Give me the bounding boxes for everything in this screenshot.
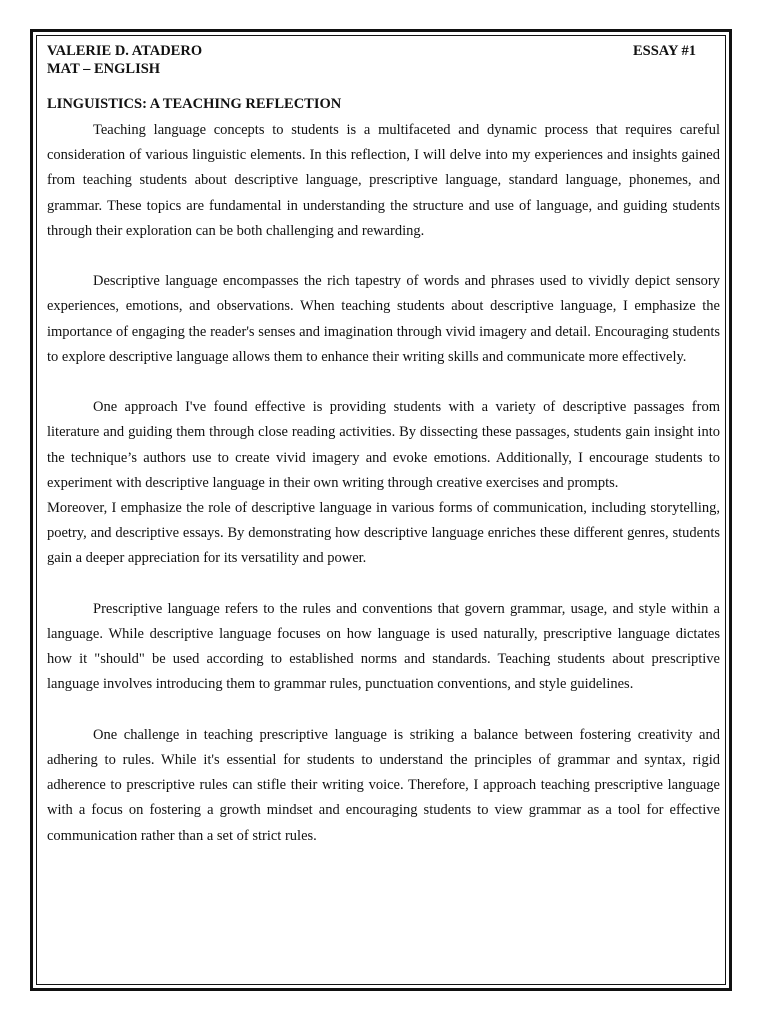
paragraph-prescriptive-language: Prescriptive language refers to the rules and conventions that govern grammar, usage, and style within a language. While descriptive language focuses on how language is used naturally, prescriptive language dictates how it "should" be used according to established norms and standards. Teaching students about prescriptive language involves introducing them to grammar rules, punctuation conventions, and style guidelines. (47, 600, 720, 693)
essay-title: LINGUISTICS: A TEACHING REFLECTION (47, 96, 342, 112)
paragraph-gap (47, 244, 720, 269)
paragraph-prescriptive-challenge: One challenge in teaching prescriptive language is striking a balance between fostering creativity and adhering to rules. While it's essential for students to understand the principles of grammar and syntax, rigid adherence to prescriptive rules can stifle their writing voice. Therefore, I approach teaching prescriptive language with a focus on fostering a growth mindset and encouraging students to view grammar as a tool for effective communication rather than a set of strict rules. (47, 726, 720, 844)
paragraph-introduction: Teaching language concepts to students is a multifaceted and dynamic process that requires careful consideration of various linguistic elements. In this reflection, I will delve into my experiences and insights gained from teaching students about descriptive language, prescriptive language, standard language, phonemes, and grammar. These topics are fundamental in understanding the structure and use of language, and guiding students through their exploration can be both challenging and rewarding. (47, 122, 720, 239)
paragraph-descriptive-communication: Moreover, I emphasize the role of descriptive language in various forms of communication, including storytelling, poetry, and descriptive essays. By demonstrating how descriptive language enriches these different genres, students gain a deeper appreciation for its versatility and power. (47, 500, 720, 567)
document-page (47, 42, 720, 849)
program-name: MAT – ENGLISH (47, 61, 161, 77)
paragraph-gap (47, 698, 720, 723)
essay-number: ESSAY #1 (633, 43, 696, 59)
paragraph-gap (47, 370, 720, 395)
header-row (47, 42, 720, 60)
paragraph-descriptive-approach: One approach I've found effective is providing students with a variety of descriptive passages from literature and guiding them through close reading activities. By dissecting these passages, students gain insight into the technique’s authors use to create vivid imagery and evoke emotions. Additionally, I encourage students to experiment with descriptive language in their own writing through creative exercises and prompts. (47, 399, 720, 491)
author-name: VALERIE D. ATADERO (47, 43, 203, 59)
paragraph-descriptive-language: Descriptive language encompasses the rich tapestry of words and phrases used to vividly depict sensory experiences, emotions, and observations. When teaching students about descriptive language, I emphasize the importance of engaging the reader's senses and imagination through vivid imagery and detail. Encouraging students to explore descriptive language allows them to enhance their writing skills and communicate more effectively. (47, 273, 720, 365)
paragraph-gap (47, 572, 720, 597)
